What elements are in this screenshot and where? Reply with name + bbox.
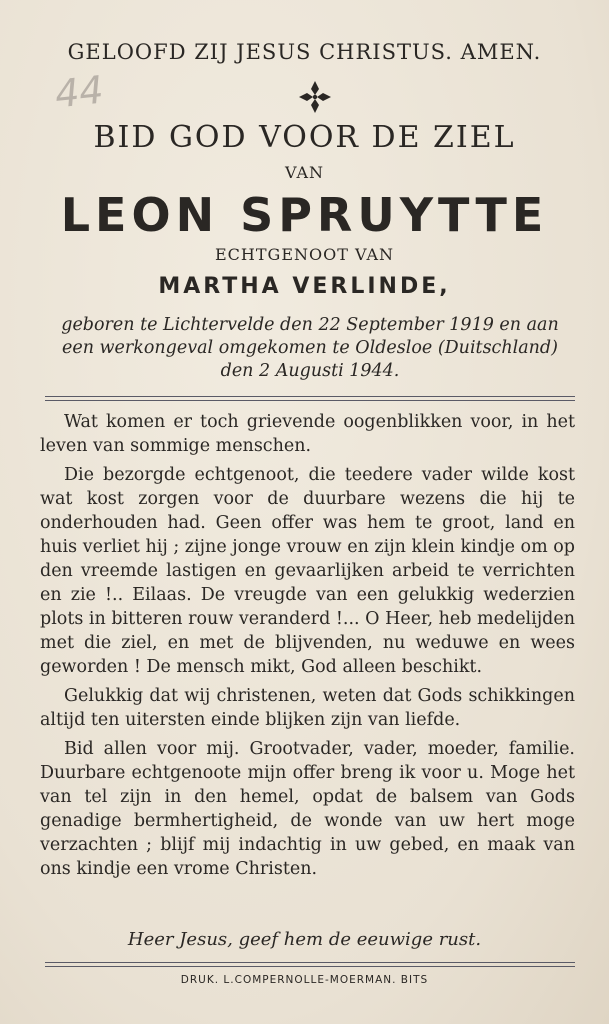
prayer-header: GELOOFD ZIJ JESUS CHRISTUS. AMEN. xyxy=(67,40,542,64)
death-place-line: een werkongeval omgekomen te Oldesloe (Duitschland) xyxy=(62,338,558,358)
spouse-name: MARTHA VERLINDE, xyxy=(158,274,451,299)
death-date-line: den 2 Augusti 1944. xyxy=(220,361,400,381)
divider-footer-top xyxy=(45,962,575,963)
printer-imprint: DRUK. L.COMPERNOLLE-MOERMAN. BITS xyxy=(180,974,429,986)
heading: BID GOD VOOR DE ZIEL xyxy=(93,120,516,155)
divider-footer-bottom xyxy=(45,966,575,967)
cross-icon xyxy=(298,80,332,114)
van-label: VAN xyxy=(284,163,325,182)
closing-prayer: Heer Jesus, geef hem de eeuwige rust. xyxy=(127,929,482,950)
handwritten-number: 44 xyxy=(52,67,106,117)
paragraph-4: Bid allen voor mij. Grootvader, vader, moeder, familie. Duurbare echtgenoote mijn offer breng ik voor u. Moge het van tel zijn in den hemel, opdat de balsem van Gods genadige bermhertigheid, de wonde van uw hert moge verzachten ; blijf mij indachtig in uw gebed, en maak van ons kindje een vrome Christen. xyxy=(40,739,575,879)
paragraph-2: Die bezorgde echtgenoot, die teedere vader wilde kost wat kost zorgen voor de duurbare wezens die hij te onderhouden had. Geen offer was hem te groot, land en huis verliet hij ; zijne jonge vrouw en zijn klein kindje om op den vreemde lastigen en gevaarlijken arbeid te verrichten en zie !.. Eilaas. De vreugde van een gelukkig wederzien plots in bitteren rouw veranderd !... O Heer, heb medelijden met die ziel, en met de blijvenden, nu weduwe en wees geworden ! De mensch mikt, God alleen beschikt. xyxy=(40,465,575,677)
birth-death-info xyxy=(40,314,580,383)
deceased-name: LEON SPRUYTTE xyxy=(60,188,549,242)
memorial-text xyxy=(40,410,575,886)
divider-top xyxy=(45,396,575,397)
paragraph-1: Wat komen er toch grievende oogenblikken voor, in het leven van sommige menschen. xyxy=(40,412,575,456)
paragraph-3: Gelukkig dat wij christenen, weten dat Gods schikkingen altijd ten uitersten einde blijken zijn van liefde. xyxy=(40,686,575,730)
spouse-label: ECHTGENOOT VAN xyxy=(214,245,395,264)
divider-bottom xyxy=(45,400,575,401)
birth-line: geboren te Lichtervelde den 22 September 1919 en aan xyxy=(61,315,559,335)
